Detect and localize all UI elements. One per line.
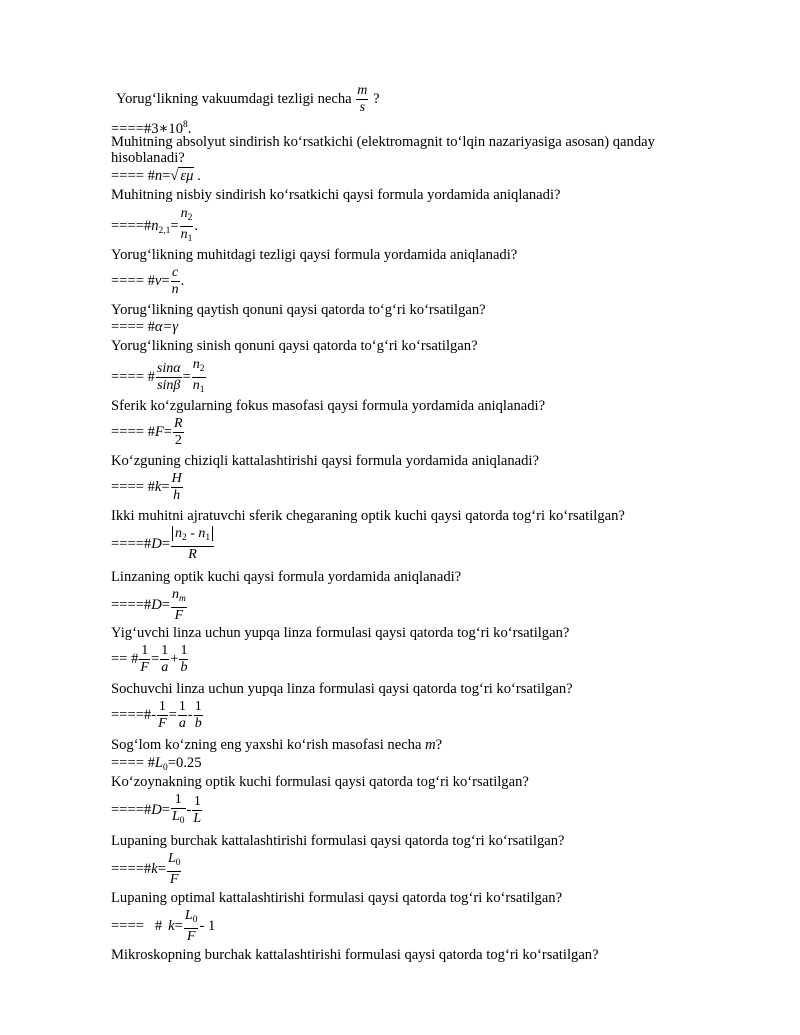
formula-fraction: $\frac{n_2}{n_1}$ [180, 206, 193, 244]
formula-fraction: $\frac{L_0}{F}$ [167, 851, 181, 887]
formula-fraction: $\frac{1}{F}$ [140, 643, 149, 675]
question-17: Mikroskopning burchak kattalashtirishi formulasi qaysi qatorda tog‘ri ko‘rsatilgan? [111, 947, 599, 963]
answer-11: == # $\frac{1}{F}$ = $\frac{1}{a}$ + $\frac{1}{b}$ [111, 643, 188, 675]
answer-9: ====#D= $\frac{n_2 - n_1}{R}$ [111, 526, 215, 563]
question-8: Ko‘zguning chiziqli kattalashtirishi qaysi formula yordamida aniqlanadi? [111, 453, 539, 469]
question-5: Yorug‘likning qaytish qonuni qaysi qatorda to‘g‘ri ko‘rsatilgan? [111, 302, 486, 318]
question-14: Ko‘zoynakning optik kuchi formulasi qaysi qatorda tog‘ri ko‘rsatilgan? [111, 774, 529, 790]
formula-fraction: $\frac{R}{2}$ [174, 416, 183, 448]
question-15: Lupaning burchak kattalashtirishi formulasi qaysi qatorda tog‘ri ko‘rsatilgan? [111, 833, 565, 849]
formula-fraction: $\frac{n_2}{n_1}$ [192, 357, 205, 395]
answer-10: ====#D= $\frac{n_m}{F}$ [111, 587, 186, 623]
answer-13: ==== $\#L_0=0.25$ [111, 755, 202, 773]
answer-12: ====#- $\frac{1}{F}$ = $\frac{1}{a}$ - $\frac{1}{b}$ [111, 699, 202, 731]
question-2: Muhitning absolyut sindirish ko‘rsatkichi (elektromagnit to‘lqin nazariyasiga asosan) qanday [111, 134, 655, 150]
answer-2: ==== #n=√ εμ . [111, 168, 201, 184]
sqrt-symbol: √ [170, 168, 179, 184]
formula-fraction: $\frac{1}{b}$ [194, 699, 202, 731]
formula-fraction: $\frac{1}{L_0}$ [172, 792, 185, 826]
formula-fraction: $\frac{L_0}{F}$ [184, 908, 198, 944]
formula-fraction: $\frac{1}{a}$ [161, 643, 169, 675]
formula-fraction: $\frac{1}{b}$ [180, 643, 188, 675]
question-10: Linzaning optik kuchi qaysi formula yordamida aniqlanadi? [111, 569, 462, 585]
question-text: Yorug‘likning vakuumdagi tezligi necha [116, 90, 352, 107]
question-11: Yig‘uvchi linza uchun yupqa linza formulasi qaysi qatorda tog‘ri ko‘rsatilgan? [111, 625, 570, 641]
answer-6: ==== # $\frac{\sin\alpha}{\sin\beta}$ = $\frac{n_2}{n_1}$ [111, 357, 207, 398]
unit-fraction: $\frac{m}{s}$ [357, 83, 368, 115]
question-3: Muhitning nisbiy sindirish ko‘rsatkichi qaysi formula yordamida aniqlanadi? [111, 187, 561, 203]
question-1: Yorug‘likning vakuumdagi tezligi necha $\frac{m}{s}$ ? [116, 83, 380, 115]
answer-4: ==== #v= $\frac{c}{n}$ . [111, 265, 185, 297]
answer-16: ==== # k= $\frac{L_0}{F}$ - 1 [111, 908, 216, 944]
answer-7: ==== #F= $\frac{R}{2}$ [111, 416, 183, 448]
answer-8: ==== #k= $\frac{H}{h}$ [111, 471, 182, 503]
formula-fraction: $\frac{H}{h}$ [171, 471, 182, 503]
answer-3: $====\#n_{2,1}=$ $\frac{n_2}{n_1}$ . [111, 206, 198, 247]
question-2-cont: hisoblanadi? [111, 150, 185, 166]
formula-fraction: $\frac{n_m}{F}$ [172, 587, 186, 623]
formula-fraction: $\frac{c}{n}$ [171, 265, 179, 297]
answer-5: ==== #α=γ [111, 319, 179, 335]
answer-15: ====#k= $\frac{L_0}{F}$ [111, 851, 181, 887]
formula-fraction: $\frac{1}{F}$ [158, 699, 167, 731]
question-4: Yorug‘likning muhitdagi tezligi qaysi formula yordamida aniqlanadi? [111, 247, 518, 263]
question-12: Sochuvchi linza uchun yupqa linza formulasi qaysi qatorda tog‘ri ko‘rsatilgan? [111, 681, 573, 697]
answer-14: ====#D= $\frac{1}{L_0}$ - $\frac{1}{L}$ [111, 792, 203, 829]
formula-fraction: $\frac{1}{L}$ [193, 794, 202, 826]
question-16: Lupaning optimal kattalashtirishi formulasi qaysi qatorda tog‘ri ko‘rsatilgan? [111, 890, 563, 906]
answer-1: $====\#3∗10^8$. [111, 120, 192, 137]
formula-fraction: $\frac{\sin\alpha}{\sin\beta}$ [156, 361, 181, 393]
formula-fraction: $\frac{1}{a}$ [178, 699, 186, 731]
question-9: Ikki muhitni ajratuvchi sferik chegaraning optik kuchi qaysi qatorda tog‘ri ko‘rsatilgan? [111, 508, 625, 524]
formula-fraction: $\frac{n_2 - n_1}{R}$ [171, 526, 214, 563]
question-7: Sferik ko‘zgularning fokus masofasi qaysi formula yordamida aniqlanadi? [111, 398, 546, 414]
question-6: Yorug‘likning sinish qonuni qaysi qatorda to‘g‘ri ko‘rsatilgan? [111, 338, 478, 354]
question-13: Sog‘lom ko‘zning eng yaxshi ko‘rish masofasi necha m? [111, 737, 443, 753]
